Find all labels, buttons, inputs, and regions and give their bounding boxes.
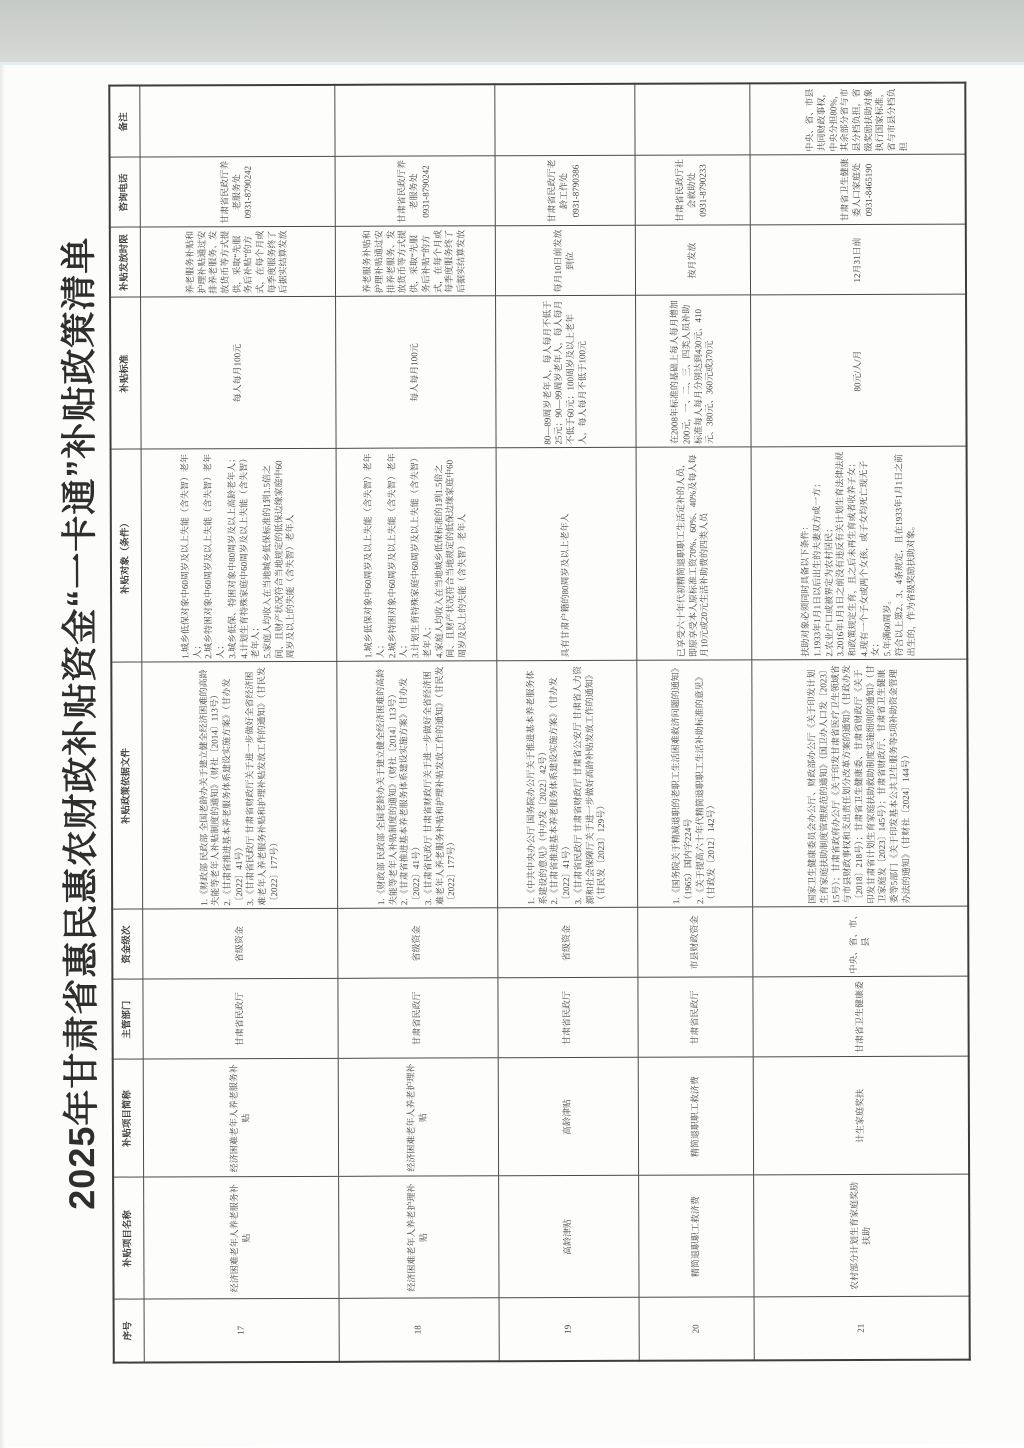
cell-fund-level: 省级资金 (142, 909, 337, 980)
cell-policy-basis: 1.《财政部 民政部 全国老龄办关于建立健全经济困难的高龄失能等老年人补贴制度的通知》（财社〔2014〕113号） 2.《甘肃省推进基本养老服务体系建设实施方案》（甘办发〔2022〕41号） 3.《甘肃省民政厅 甘肃省财政厅关于进一步做好全省经济困难老年人养老服务补贴和护理补贴发放工作的通知》（甘民发〔2022〕177号） (336, 661, 497, 909)
cell-department: 甘肃省民政厅 (337, 978, 497, 1059)
col-header-department: 主管部门 (112, 980, 142, 1060)
cell-remark (139, 85, 334, 158)
col-header-project-name: 补贴项目名称 (113, 1178, 143, 1300)
cell-remark: 中央、省、市县共同财政事权，中央分担80%，其余部分省与市县分档负担，省级奖励扶助对象执行国家标准，省与市县分档负担 (749, 83, 965, 156)
cell-serial: 17 (144, 1299, 339, 1363)
cell-project-name: 农村部分计划生育家庭奖励扶助 (753, 1175, 969, 1298)
cell-fund-level: 中央、省、市、县 (752, 907, 968, 978)
cell-project-short-name: 计生家庭奖扶 (753, 1057, 969, 1176)
cell-department: 甘肃省民政厅 (637, 977, 752, 1057)
cell-fund-level: 省级资金 (497, 908, 637, 978)
cell-project-name: 精简退职职工救济费 (638, 1175, 753, 1297)
cell-pay-time: 养老服务补贴和护理补贴通过安排养老服务、发放货币等方式提供，采取“先服务后补贴”的方式，在每个月或每季度服务终了后据实结算发放 (140, 227, 335, 298)
cell-fund-level: 省级资金 (337, 908, 497, 979)
cell-policy-basis: 1.《财政部 民政部 全国老龄办关于建立健全经济困难的高龄失能等老年人补贴制度的通知》（财社〔2014〕113号） 2.《甘肃省推进基本养老服务体系建设实施方案》（甘办发〔2022〕41号） 3.《甘肃省民政厅 甘肃省财政厅关于进一步做好全省经济困难老年人养老服务补贴和护理补贴发放工作的通知》（甘民发〔2022〕177号） (141, 662, 337, 910)
col-header-policy-basis: 补贴政策依据文件 (111, 663, 142, 910)
cell-policy-basis: 国家卫生健康委员会办公厅、财政部办公厅《关于印发计划生育家庭扶助制度管理规范的通知》（国卫办人口发〔2023〕15号）；甘肃省政府办公厅《关于印发甘肃省医疗卫生领域省与市县财政事权和支出责任划分改革方案的通知》（甘政办发〔2018〕218号）；甘肃省卫生健康委、甘肃省财政厅《关于印发甘肃省计划生育家庭扶助救助制度实施细则的通知》（甘卫家庭发〔2023〕145号）；甘肃省财政厅、甘肃省卫生健康委等5部门《关于印发基本公共卫生服务等5项补助资金管理办法的通知》（甘财社〔2024〕144号） (751, 660, 968, 908)
cell-project-short-name: 经济困难老年人养老服务补贴 (143, 1059, 338, 1178)
cell-standard: 每人每月100元 (140, 297, 336, 450)
cell-fund-level: 市县财政资金 (637, 907, 752, 977)
scanner-edge-line (0, 62, 1024, 65)
table-row-21 (749, 83, 969, 1361)
cell-phone: 甘肃省卫生健康委人口家庭处 0931-8465190 (750, 155, 966, 226)
scanner-edge-band (0, 0, 1024, 62)
cell-serial: 18 (339, 1298, 499, 1362)
col-header-standard: 补贴标准 (110, 298, 141, 450)
col-header-fund-level: 资金级次 (112, 910, 142, 980)
scan-left-shade (0, 65, 6, 1448)
cell-department: 甘肃省民政厅 (497, 978, 637, 1058)
policy-table (108, 82, 970, 1364)
cell-serial: 19 (499, 1298, 639, 1361)
cell-project-short-name: 高龄津贴 (498, 1058, 638, 1176)
cell-serial: 20 (639, 1297, 754, 1360)
cell-project-name: 高龄津贴 (498, 1176, 638, 1298)
cell-serial: 21 (754, 1297, 970, 1361)
table-row-19 (494, 84, 638, 1361)
col-header-phone: 咨询电话 (110, 158, 140, 228)
col-header-remark: 备注 (109, 86, 139, 158)
cell-phone: 甘肃省民政厅养老服务处 0931-8790242 (335, 156, 495, 227)
cell-pay-time: 12月31日前 (750, 225, 966, 296)
cell-department: 甘肃省民政厅 (142, 979, 337, 1060)
cell-pay-time: 每月10日前发放到位 (495, 226, 635, 296)
cell-policy-basis: 1.《中共中央办公厅 国务院办公厅关于推进基本养老服务体系建设的意见》（中办发〔2022〕42号） 2.《甘肃省推进基本养老服务体系建设实施方案》（甘办发〔2022〕41号） 3.《甘肃省民政厅 甘肃省财政厅 甘肃省公安厅 甘肃省人力资源和社会保障厅关于进一步做好高龄补贴发放工作的通知》（甘民发〔2023〕129号） (496, 661, 637, 908)
cell-target: 1.城乡低保对象中60周岁及以上失能（含失智）老年人； 2.城乡特困对象中60周岁及以上失能（含失智）老年人； 3.城乡低保、特困对象中80周岁及以上高龄老年人； 4.计划生育特殊家庭中60周岁及以上失能（含失智）老年人； 5.家庭人均收入在当地城乡低保标准的1到1.5倍之间、且财产状况符合当地规定的低保边缘家庭中60周岁及以上的失能（含失智）老年人 (141, 449, 337, 663)
cell-standard: 在2008年标准的基础上每人每月增加200元，一、二、三、四类人员补助标准每人每月分别达到430元、410元、380元、360元或370元 (635, 295, 751, 447)
cell-standard: 80—89周岁老年人，每人每月不低于25元；90—99周岁老年人，每人每月不低于60元；100周岁及以上老年人，每人每月不低于100元 (495, 296, 636, 448)
cell-project-short-name: 经济困难老年人养老护理补贴 (338, 1058, 498, 1177)
table-row-20 (634, 83, 753, 1360)
cell-remark (634, 83, 749, 155)
cell-pay-time: 养老服务补贴和护理补贴通过安排养老服务、发放货币等方式提供，采取“先服务后补贴”的方式，在每个月或每季度服务终了后据实结算发放 (335, 226, 495, 297)
cell-target: 已享受六十年代初精简退职职工生活定补的人员，即原享受本人原标准工资70%、60%、40%及每人每月10元或20元生活补助费的四类人员 (636, 447, 752, 660)
cell-department: 甘肃省卫生健康委 (752, 977, 968, 1058)
cell-project-name: 经济困难老年人养老护理补贴 (338, 1176, 498, 1299)
cell-standard: 每人每月100元 (335, 296, 496, 449)
cell-project-short-name: 精简退职职工救济费 (638, 1057, 753, 1175)
col-header-project-short-name: 补贴项目简称 (113, 1060, 143, 1178)
page-title: 2025年甘肃省惠民惠农财政补贴资金“一卡通”补贴政策清单 (57, 236, 103, 1210)
table-row-17 (139, 85, 338, 1363)
cell-target: 扶助对象必须同时具备以下条件： 1.1933年1月1日以后出生的夫妻双方或一方； 2.农业户口或被界定为农村居民； 3.2016年1月1日之前没有违反有关计划生育法律法规和政策规定生育，且之后未再生育或者收养子女； 4.现有一个子女或两个女孩，或子女均死亡现无子女； 5.年满60周岁。 符合以上第2、3、4条规定，且在1933年1月1日之前出生的，作为省级奖励扶助对象。 (751, 447, 968, 661)
table-row-18 (334, 84, 498, 1362)
cell-policy-basis: 1.《国务院关于精减退职的老职工生活困难救济问题的通知》（1965）国内字224号 2.《关于提高六十年代精简退职职工生活补助标准的意见》（甘政发〔2012〕142号） (636, 660, 752, 907)
cell-target: 1.城乡低保对象中60周岁及以上失能（含失智）老年人； 2.城乡特困对象中60周岁及以上失能（含失智）老年人； 3.计划生育特殊家庭中60周岁及以上失能（含失智）老年人； 4.家庭人均收入在当地城乡低保标准的1到1.5倍之间、且财产状况符合当地规定的低保边缘家庭中60周岁及以上的失能（含失智）老年人 (336, 448, 497, 662)
cell-standard: 80元/人/月 (750, 295, 967, 448)
cell-phone: 甘肃省民政厅养老服务处 0931-8790242 (140, 157, 335, 228)
col-header-target: 补贴对象（条件） (111, 450, 142, 663)
cell-pay-time: 按月发放 (635, 225, 750, 295)
col-header-pay-time: 补贴发放时限 (110, 228, 140, 298)
cell-remark (494, 84, 634, 156)
cell-target: 具有甘肃户籍的80周岁及以上老年人 (496, 448, 637, 661)
cell-phone: 甘肃省民政厅社会救助处 0931-8790233 (635, 155, 750, 225)
cell-remark (334, 84, 494, 157)
cell-phone: 甘肃省民政厅老龄工作处 0931-8790386 (495, 156, 635, 226)
cell-project-name: 经济困难老年人养老服务补贴 (143, 1177, 338, 1300)
header-row (109, 86, 143, 1363)
col-header-serial: 序号 (114, 1300, 144, 1363)
